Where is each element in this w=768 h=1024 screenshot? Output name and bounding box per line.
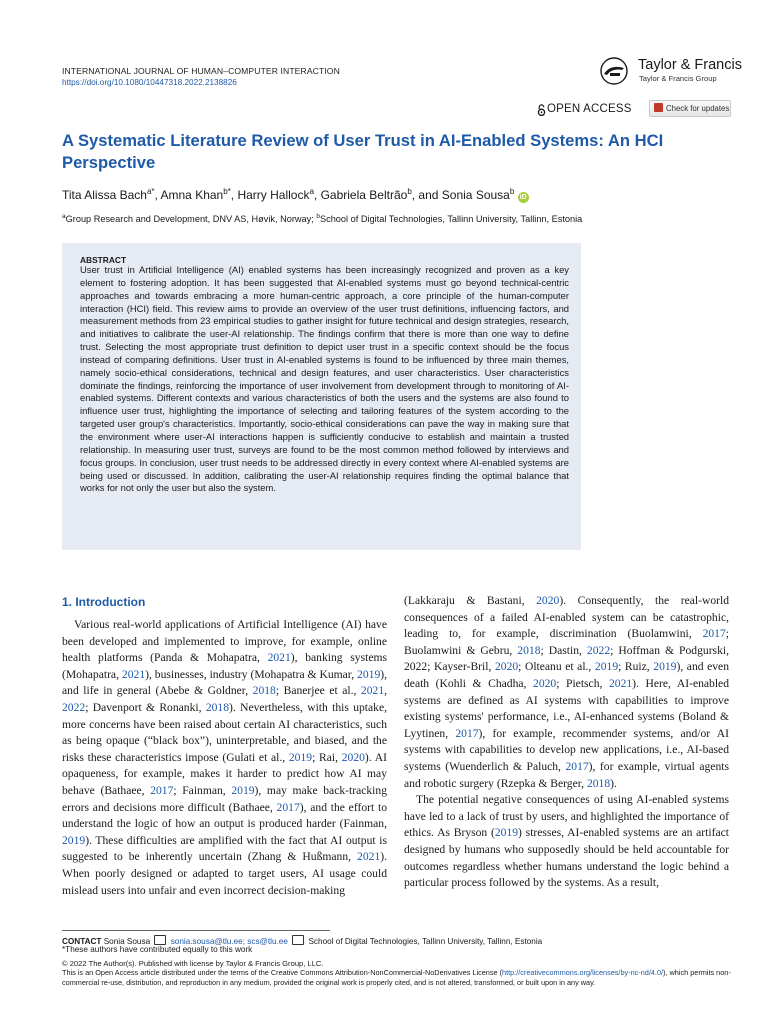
citation-year-link[interactable]: 2018 bbox=[586, 776, 611, 790]
body-text: ; Hoffman & Podgurski, 2022; Kayser-Bril, bbox=[404, 643, 729, 674]
body-text: ; Buolamwini & Gebru, bbox=[404, 627, 729, 657]
body-text: ), and life in general (Abebe & Goldner, bbox=[62, 667, 387, 698]
body-text: ). When poorly designed or adapted to target users, AI usage could mislead users into unfair and even incorrect decision-making bbox=[62, 850, 387, 897]
publisher-group: Taylor & Francis Group bbox=[639, 74, 717, 83]
citation-year-link[interactable]: 2022 bbox=[586, 643, 611, 657]
crossmark-icon bbox=[654, 103, 663, 112]
author-name: , Harry Hallock bbox=[230, 188, 310, 202]
body-text: ), and the effort to understand the logic of how an output is produced harder (Fainman, bbox=[62, 800, 387, 831]
check-for-updates-button[interactable] bbox=[649, 100, 731, 117]
citation-year-link[interactable]: 2021 bbox=[121, 667, 146, 681]
article-title: A Systematic Literature Review of User Trust in AI-Enabled Systems: An HCI Perspective bbox=[62, 131, 664, 172]
author-affil-sup: b* bbox=[223, 187, 231, 196]
body-text: ). Here, AI-enabled systems are defined as AI systems with capabilities to improve existing systems' performance, i.e., AI-enhanced systems (Boland & Lyytinen, bbox=[404, 676, 729, 740]
affil-sup-a: a bbox=[62, 213, 66, 220]
author-affil-sup: b bbox=[407, 187, 412, 196]
affiliations bbox=[62, 213, 582, 224]
intro-paragraph-1 bbox=[62, 617, 387, 899]
citation-year-link[interactable]: 2017 bbox=[702, 627, 726, 641]
body-column-right bbox=[404, 593, 729, 892]
body-text: Various real-world applications of Artificial Intelligence (AI) have been developed and implemented to improve, for example, online health platforms (Panda & Mohapatra, bbox=[62, 618, 387, 665]
abstract-text: User trust in Artificial Intelligence (AI) enabled systems has been increasingly recognized and proven as a key element to fostering adoption. It has been suggested that AI-enabled systems must go beyond technical-centric approaches and towards embracing a more human-centric approach, a core principle of the human-computer interaction (HCI) field. This review aims to provide an overview of the user trust definitions, influencing factors, and measurement methods from 23 empirical studies to gather insight for future technical and design strategies, research, and initiatives to calibrate the user-AI relationship. The findings confirm that there is more than one way to define trust. Selecting the most appropriate trust definition to depict user trust in a specific context should be the focus instead of comparing definitions. User trust in AI-enabled systems is found to be influenced by three main themes, namely socio-ethical considerations, technical and design features, and user characteristics. User characteristics dominate the findings, reinforcing the importance of user involvement from development through to monitoring of AI-enabled systems. Different contexts and various characteristics of both the users and the systems are also found to influence user trust, highlighting the importance of selecting and tailoring features of the system according to the targeted user group's characteristics. Importantly, socio-ethical considerations can pave the way in making sure that the environment where user-AI interactions happen is sufficiently conducive to establish and maintain a trusted relationship. In measuring user trust, surveys are found to be the most common method followed by interviews and focus groups. In conclusion, user trust needs to be addressed directly in every context where AI-enabled systems are being used or discussed. In addition, calibrating the user-AI relationship requires finding the optimal balance that works for not only the user but also the system. bbox=[80, 264, 569, 494]
open-access-lock-icon bbox=[537, 104, 546, 116]
section-heading-introduction: 1. Introduction bbox=[62, 595, 146, 609]
citation-year-link[interactable]: 2019 bbox=[62, 833, 86, 847]
citation-year-link[interactable]: 2022 bbox=[62, 700, 86, 714]
body-text: ; Dastin, bbox=[540, 643, 587, 657]
body-text: ; Ruiz, bbox=[618, 660, 654, 674]
citation-year-link[interactable]: 2019 bbox=[288, 750, 313, 764]
body-column-left bbox=[62, 617, 387, 899]
author-affil-sup: a bbox=[309, 187, 314, 196]
copyright-line: © 2022 The Author(s). Published with license by Taylor & Francis Group, LLC. bbox=[62, 959, 324, 968]
journal-name: INTERNATIONAL JOURNAL OF HUMAN–COMPUTER INTERACTION bbox=[62, 66, 340, 76]
email-icon bbox=[154, 935, 166, 945]
body-text: (Lakkaraju & Bastani, bbox=[404, 594, 537, 607]
citation-year-link[interactable]: 2021 bbox=[267, 651, 291, 665]
citation-year-link[interactable]: 2020 bbox=[533, 676, 557, 690]
abstract-heading: ABSTRACT bbox=[80, 255, 127, 265]
footnote-rule bbox=[62, 930, 330, 931]
license-statement bbox=[62, 968, 742, 988]
intro-paragraph-2 bbox=[404, 792, 729, 892]
citation-year-link[interactable]: 2018 bbox=[252, 684, 276, 698]
body-text: ), may make back-tracking errors and decisions more difficult (Bathaee, bbox=[62, 783, 387, 814]
address-icon bbox=[292, 935, 304, 945]
citation-year-link[interactable]: 2020 bbox=[494, 660, 519, 674]
citation-year-link[interactable]: 2019 bbox=[231, 783, 255, 797]
contact-affiliation: School of Digital Technologies, Tallinn University, Tallinn, Estonia bbox=[306, 937, 543, 946]
affil-b: School of Digital Technologies, Tallinn University, Tallinn, Estonia bbox=[319, 214, 583, 225]
contact-name: Sonia Sousa bbox=[101, 937, 153, 946]
open-access-label: OPEN ACCESS bbox=[547, 103, 632, 115]
body-text: ), businesses, industry (Mohapatra & Kumar, bbox=[145, 667, 358, 681]
body-text: ; Fainman, bbox=[173, 783, 232, 797]
citation-year-link[interactable]: 2021 bbox=[360, 684, 385, 698]
license-text-pre: This is an Open Access article distributed under the terms of the Creative Commons Attribution-NonCommercial-NoDerivatives License ( bbox=[62, 968, 503, 977]
citation-year-link[interactable]: 2021 bbox=[608, 676, 633, 690]
citation-year-link[interactable]: 2019 bbox=[653, 660, 677, 674]
body-text: ). bbox=[610, 776, 617, 790]
equal-contribution-note: *These authors have contributed equally to this work bbox=[62, 945, 253, 954]
intro-paragraph-1-continued bbox=[404, 593, 729, 792]
body-text: ; Pietsch, bbox=[556, 676, 609, 690]
contact-label: CONTACT bbox=[62, 937, 102, 946]
body-text: ). AI opaqueness, for example, makes it harder to predict how AI may behave (Bathaee, bbox=[62, 750, 387, 797]
body-text: The potential negative consequences of using AI-enabled systems have led to a lack of trust by users, and highlighted the importance of ethics. As Bryson ( bbox=[404, 793, 729, 840]
citation-year-link[interactable]: 2021 bbox=[357, 850, 381, 864]
license-link[interactable]: http://creativecommons.org/licenses/by-nc-nd/4.0/ bbox=[502, 968, 664, 977]
body-text: ; Davenport & Ronanki, bbox=[85, 700, 206, 714]
author-name: , Gabriela Beltrão bbox=[313, 188, 408, 202]
citation-year-link[interactable]: 2017 bbox=[455, 726, 479, 740]
affil-a: Group Research and Development, DNV AS, Høvik, Norway; bbox=[65, 214, 317, 225]
doi-link[interactable]: https://doi.org/10.1080/10447318.2022.2138826 bbox=[62, 78, 237, 87]
citation-year-link[interactable]: 2018 bbox=[205, 700, 230, 714]
body-text: ). Consequently, the real-world consequences of a failed AI-enabled system can be catastrophic, leading to, for example, discrimination (Buolamwini, bbox=[404, 594, 729, 641]
citation-year-link[interactable]: 2017 bbox=[150, 783, 174, 797]
citation-year-link[interactable]: 2019 bbox=[594, 660, 619, 674]
citation-year-link[interactable]: 2020 bbox=[341, 750, 365, 764]
body-text: ). Nevertheless, with this uptake, more concerns have been raised about certain AI characteristics, such as being opaque (“black box”), uninterpretable, and biased, and the risks these characteristics impose (Gulati et al., bbox=[62, 700, 387, 764]
body-text: ). These difficulties are amplified with the fact that AI output is suggested to be inherently uncertain (Zhang & Hußmann, bbox=[62, 833, 387, 864]
body-text: ) stresses, AI-enabled systems are an artifact designed by humans who supposedly should be held accountable for outcomes regardless whether humans understand the logic behind a particular process followed by the systems. As a result, bbox=[404, 826, 729, 890]
contact-email-link[interactable]: sonia.sousa@tlu.ee; scs@tlu.ee bbox=[170, 937, 288, 946]
author-name: , and Sonia Sousa bbox=[411, 188, 510, 202]
body-text: ), for example, virtual agents and robotic surgery (Rzepka & Berger, bbox=[404, 759, 729, 790]
body-text: , bbox=[384, 684, 388, 698]
citation-year-link[interactable]: 2020 bbox=[536, 594, 560, 607]
citation-year-link[interactable]: 2019 bbox=[494, 826, 519, 840]
body-text: ; Banerjee et al., bbox=[275, 684, 361, 698]
author-name: , Amna Khan bbox=[154, 188, 224, 202]
citation-year-link[interactable]: 2017 bbox=[565, 759, 589, 773]
body-text: ), banking systems (Mohapatra, bbox=[62, 651, 387, 681]
author-list bbox=[62, 187, 529, 203]
orcid-icon[interactable]: iD bbox=[519, 194, 527, 201]
body-text: ; Rai, bbox=[312, 750, 342, 764]
body-text: ), and even death (Kohli & Chadha, bbox=[404, 660, 730, 690]
publisher-name: Taylor & Francis bbox=[638, 57, 742, 73]
publisher-logo-icon bbox=[598, 56, 634, 86]
citation-year-link[interactable]: 2019 bbox=[357, 667, 381, 681]
author-affil-sup: b bbox=[509, 187, 515, 196]
body-text: ; Olteanu et al., bbox=[518, 660, 595, 674]
author-affil-sup: a* bbox=[146, 187, 155, 196]
affil-sup-b: b bbox=[316, 213, 320, 220]
citation-year-link[interactable]: 2017 bbox=[276, 800, 300, 814]
check-for-updates-label: Check for updates bbox=[666, 104, 730, 113]
license-text-post: ), which permits non-commercial re-use, distribution, and reproduction in any medium, provided the original work is properly cited, and is not altered, transformed, or built upon in any way. bbox=[62, 968, 731, 987]
body-text: ), for example, recommender systems, and/or AI systems with capabilities to develop new applications, i.e., AI-based systems (Wuenderlich & Paluch, bbox=[404, 726, 729, 773]
citation-year-link[interactable]: 2018 bbox=[517, 643, 541, 657]
author-name: Tita Alissa Bach bbox=[62, 188, 147, 202]
